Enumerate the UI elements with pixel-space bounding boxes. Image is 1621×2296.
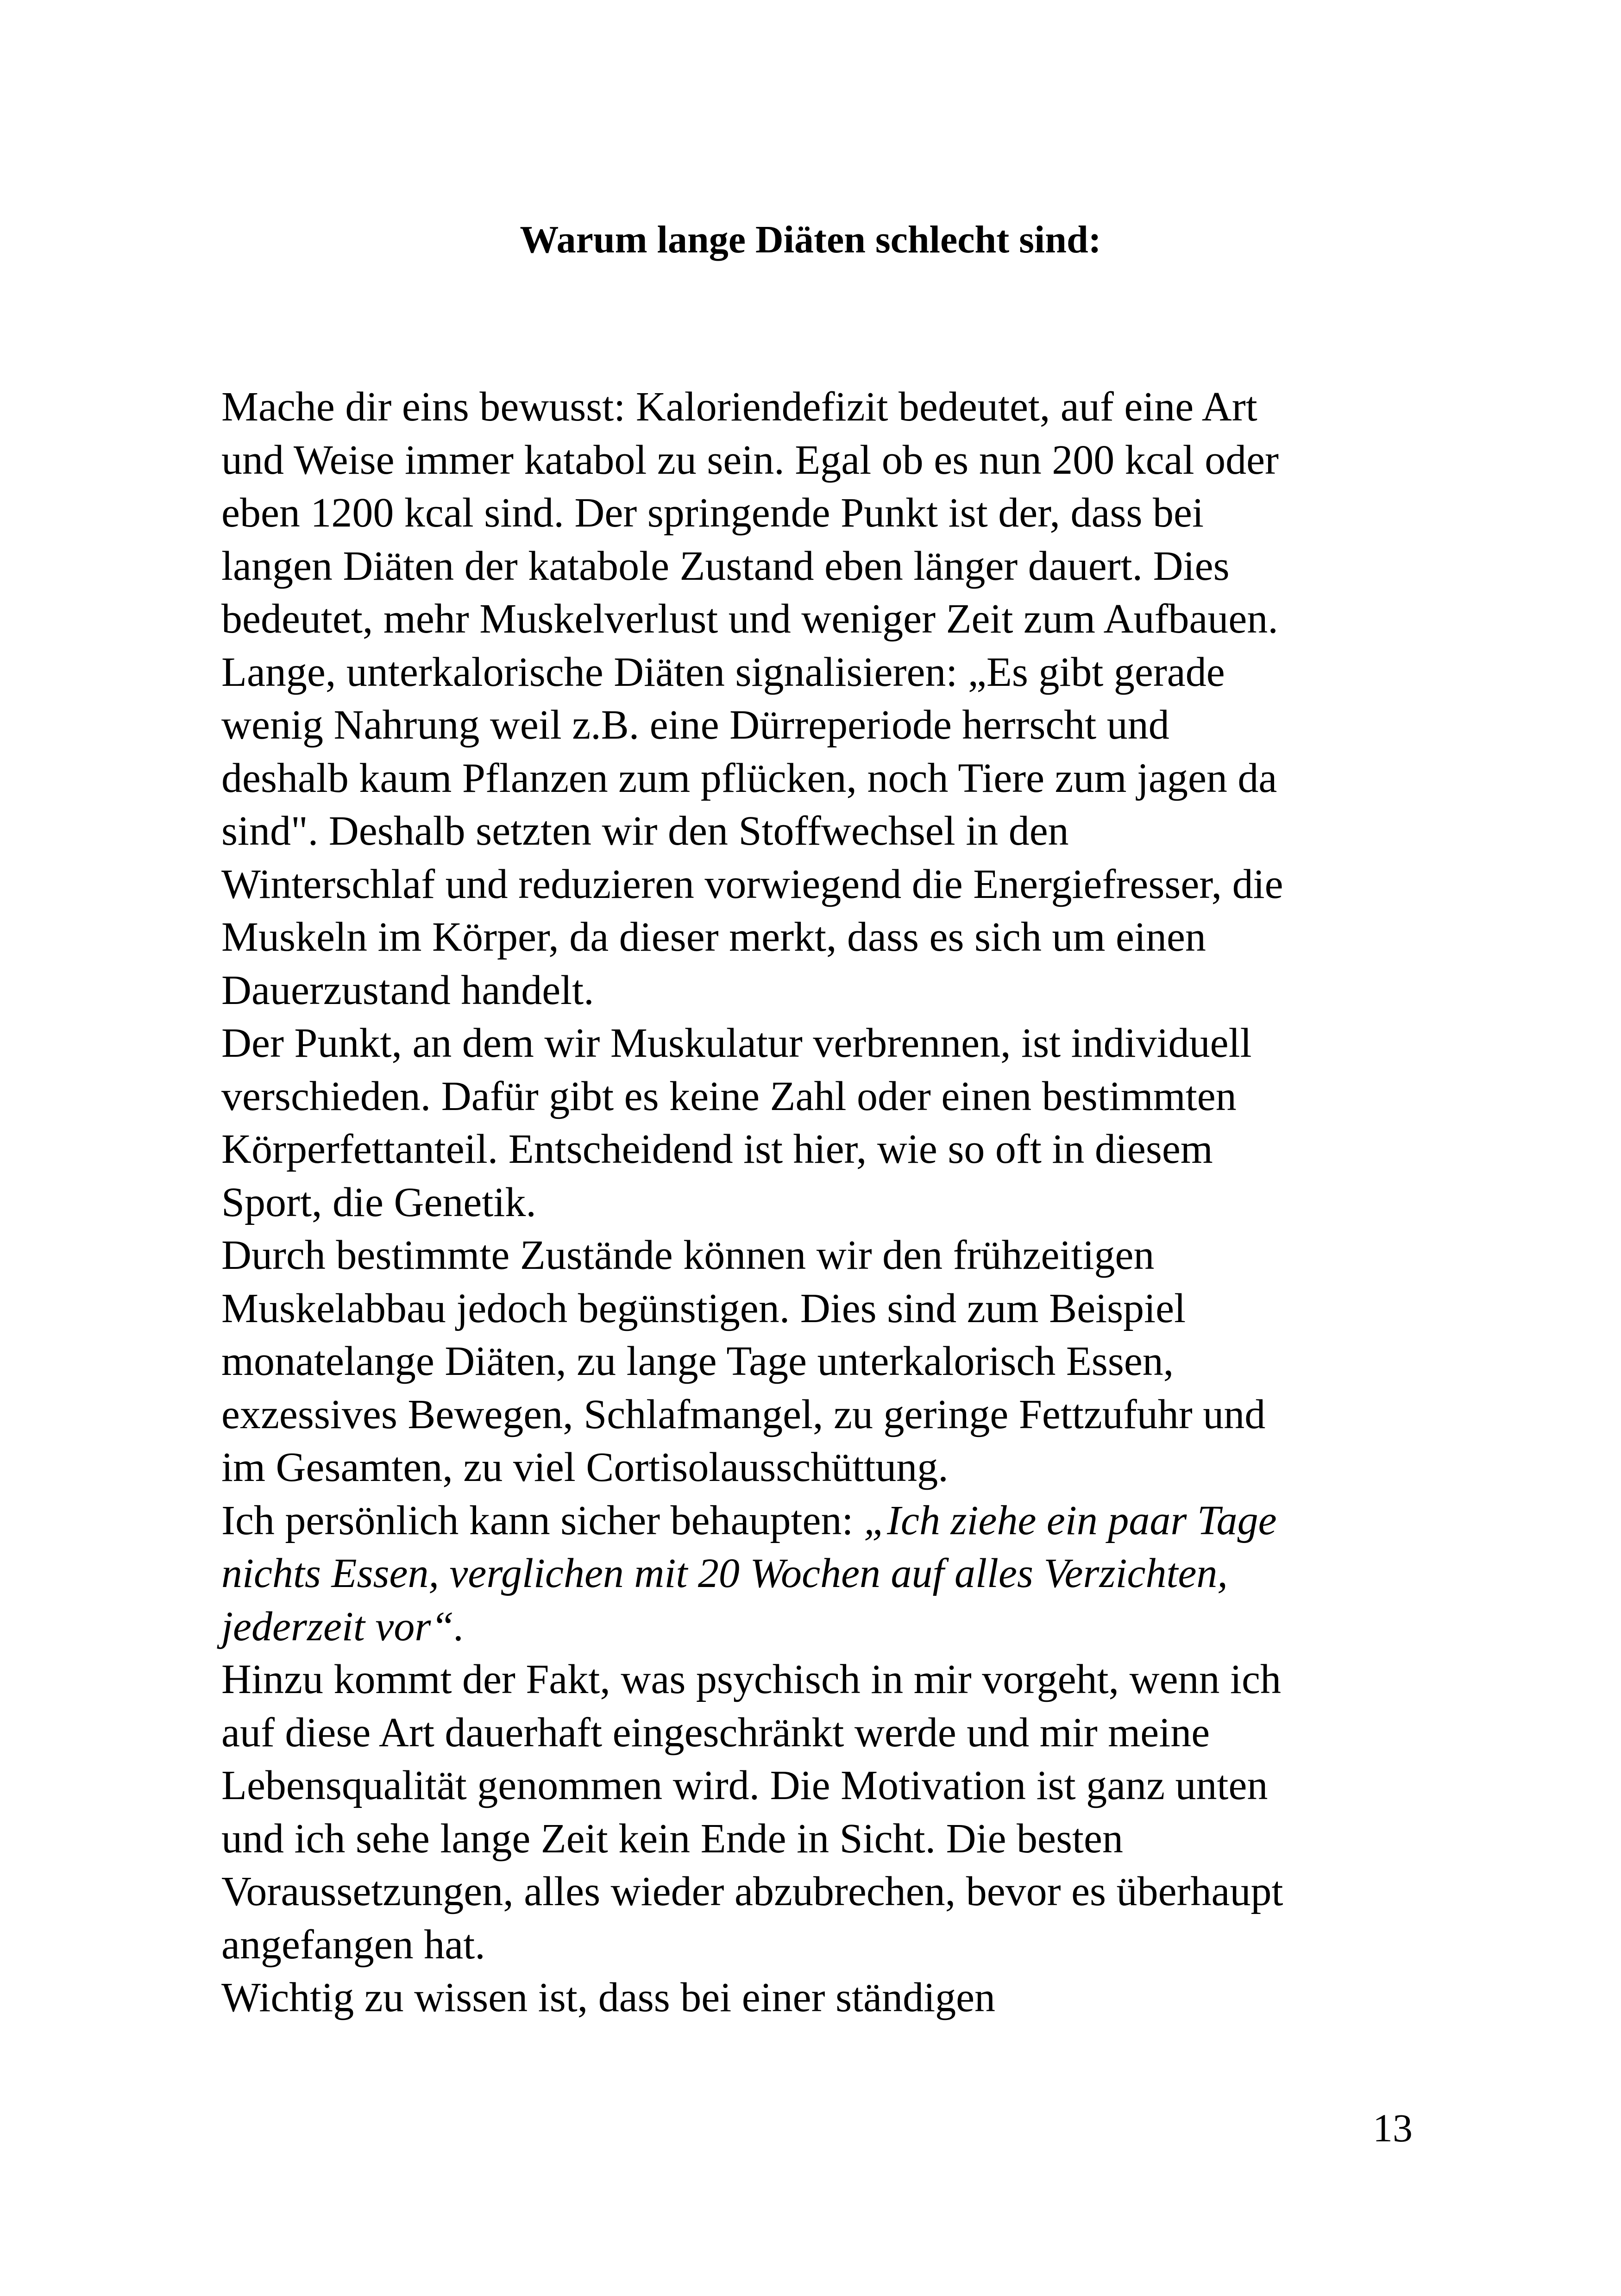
text-line: auf diese Art dauerhaft eingeschränkt werde und mir meine (221, 1709, 1210, 1756)
text-line: und ich sehe lange Zeit kein Ende in Sicht. Die besten (221, 1815, 1123, 1862)
quote-text-start: „Ich ziehe ein paar Tage (864, 1497, 1277, 1543)
text-line: Mache dir eins bewusst: Kaloriendefizit bedeutet, auf eine Art (221, 384, 1257, 430)
text-line: Muskeln im Körper, da dieser merkt, dass es sich um einen (221, 914, 1206, 960)
text-line: Voraussetzungen, alles wieder abzubrechen, bevor es überhaupt (221, 1869, 1283, 1914)
text-line: angefangen hat. (221, 1921, 485, 1968)
body-text (221, 381, 1426, 2025)
quote-line-1 (221, 1494, 1426, 1548)
text-line: eben 1200 kcal sind. Der springende Punkt ist der, dass bei (221, 490, 1204, 536)
text-line: Winterschlaf und reduzieren vorwiegend die Energiefresser, die (221, 861, 1283, 907)
text-line: im Gesamten, zu viel Cortisolausschüttung. (221, 1444, 949, 1490)
page-number: 13 (1373, 2106, 1413, 2150)
text-line: und Weise immer katabol zu sein. Egal ob es nun 200 kcal oder (221, 437, 1279, 483)
text-line: Der Punkt, an dem wir Muskulatur verbrennen, ist individuell (221, 1020, 1252, 1066)
text-line: deshalb kaum Pflanzen zum pflücken, noch Tiere zum jagen da (221, 755, 1277, 801)
quote-line-2: nichts Essen, verglichen mit 20 Wochen auf alles Verzichten, (221, 1550, 1228, 1596)
page-title: Warum lange Diäten schlecht sind: (520, 218, 1101, 261)
text-line: monatelange Diäten, zu lange Tage unterkalorisch Essen, (221, 1338, 1174, 1384)
text-line: Durch bestimmte Zustände können wir den frühzeitigen (221, 1232, 1155, 1278)
quote-line-3: jederzeit vor“. (221, 1603, 465, 1650)
text-line: Lange, unterkalorische Diäten signalisieren: „Es gibt gerade (221, 649, 1225, 695)
text-line: Wichtig zu wissen ist, dass bei einer ständigen (221, 1975, 996, 2020)
text-line: bedeutet, mehr Muskelverlust und weniger Zeit zum Aufbauen. (221, 596, 1278, 642)
text-line: Sport, die Genetik. (221, 1179, 536, 1225)
text-line: Muskelabbau jedoch begünstigen. Dies sind zum Beispiel (221, 1285, 1186, 1331)
text-line: Dauerzustand handelt. (221, 967, 594, 1013)
text-line: exzessives Bewegen, Schlafmangel, zu geringe Fettzufuhr und (221, 1391, 1266, 1437)
text-line: Lebensqualität genommen wird. Die Motivation ist ganz unten (221, 1763, 1268, 1808)
quote-intro-text: Ich persönlich kann sicher behaupten: (221, 1497, 864, 1543)
text-line: sind". Deshalb setzten wir den Stoffwechsel in den (221, 808, 1069, 854)
text-line: Hinzu kommt der Fakt, was psychisch in mir vorgeht, wenn ich (221, 1656, 1281, 1702)
text-line: verschieden. Dafür gibt es keine Zahl oder einen bestimmten (221, 1073, 1237, 1119)
text-line: Körperfettanteil. Entscheidend ist hier, wie so oft in diesem (221, 1126, 1213, 1172)
text-line: wenig Nahrung weil z.B. eine Dürreperiode herrscht und (221, 702, 1169, 748)
text-line: langen Diäten der katabole Zustand eben länger dauert. Dies (221, 543, 1230, 589)
